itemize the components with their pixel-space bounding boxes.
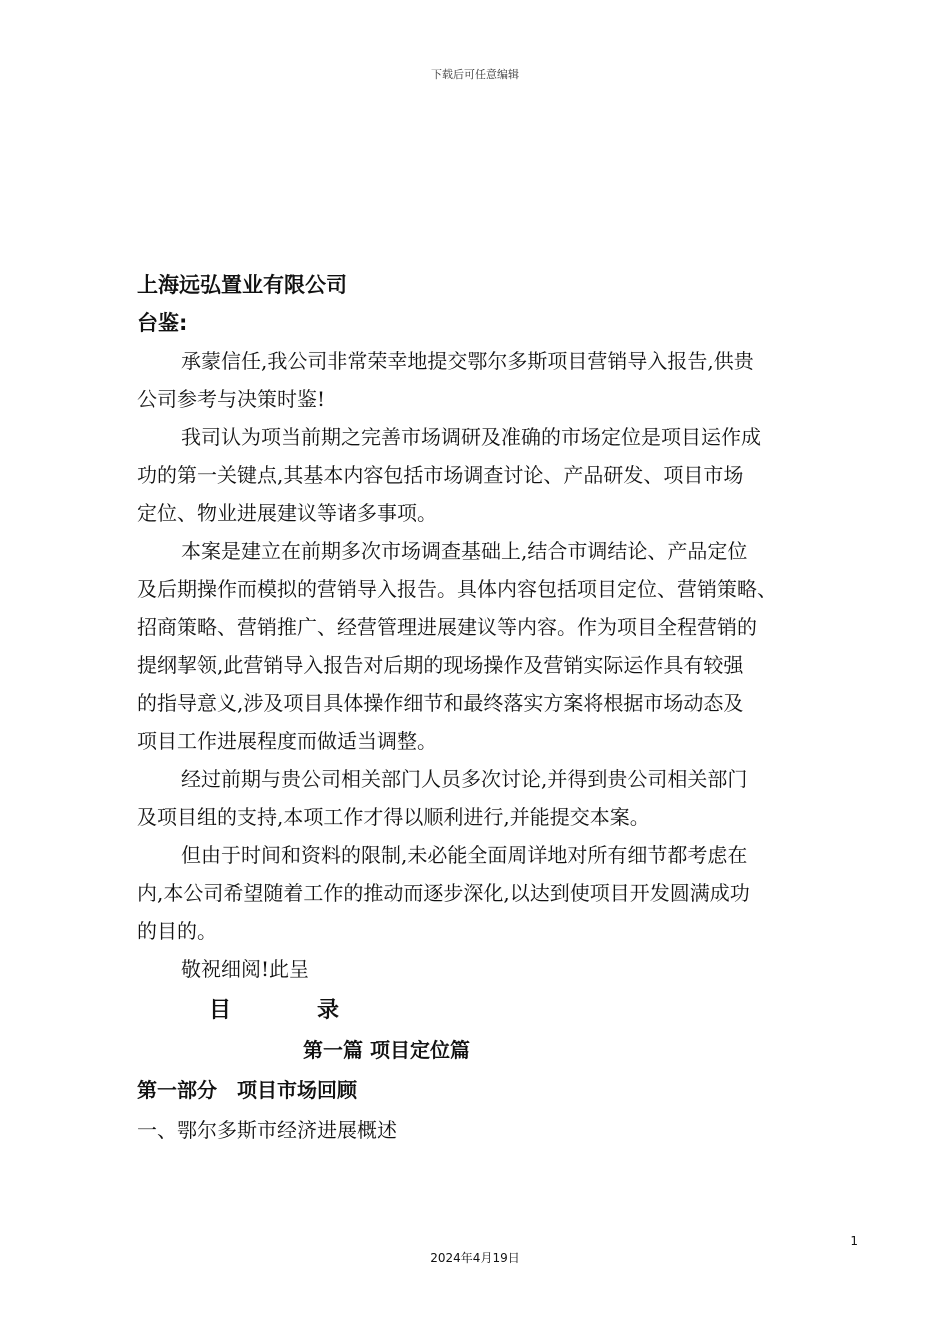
closing-line <box>137 950 867 988</box>
text-line: 的目的。 <box>137 919 217 943</box>
toc-title-left: 目 <box>209 998 232 1023</box>
text-line: 公司参考与决策时鉴! <box>137 387 326 411</box>
text-line: 内,本公司希望随着工作的推动而逐步深化,以达到使项目开发圆满成功 <box>137 881 750 905</box>
toc-title-right: 录 <box>317 998 340 1023</box>
paragraph-5 <box>137 836 867 950</box>
text-line: 本案是建立在前期多次市场调查基础上,结合市调结论、产品定位 <box>181 539 748 563</box>
text-line: 敬祝细阅!此呈 <box>181 957 310 981</box>
text-line: 项目工作进展程度而做适当调整。 <box>137 729 437 753</box>
paragraph-3 <box>137 532 867 760</box>
toc-part-title: 第一篇 项目定位篇 <box>303 1038 470 1062</box>
page-header: 下载后可任意编辑 <box>431 68 519 81</box>
text-line: 及后期操作而模拟的营销导入报告。具体内容包括项目定位、营销策略、 <box>137 577 777 601</box>
text-line: 我司认为项当前期之完善市场调研及准确的市场定位是项目运作成 <box>181 425 761 449</box>
toc-section-title: 第一部分 项目市场回顾 <box>137 1078 357 1102</box>
text-line: 提纲挈领,此营销导入报告对后期的现场操作及营销实际运作具有较强 <box>137 653 744 677</box>
text-line: 及项目组的支持,本项工作才得以顺利进行,并能提交本案。 <box>137 805 650 829</box>
toc-title <box>137 992 867 1030</box>
text-line: 招商策略、营销推广、经营管理进展建议等内容。作为项目全程营销的 <box>137 615 757 639</box>
paragraph-1 <box>137 342 867 418</box>
recipient-company: 上海远弘置业有限公司 <box>137 273 347 297</box>
page-footer-date: 2024年4月19日 <box>430 1251 520 1265</box>
toc-item: 一、鄂尔多斯市经济进展概述 <box>137 1118 397 1142</box>
text-line: 经过前期与贵公司相关部门人员多次讨论,并得到贵公司相关部门 <box>181 767 748 791</box>
salutation: 台鉴: <box>137 311 188 335</box>
text-line: 承蒙信任,我公司非常荣幸地提交鄂尔多斯项目营销导入报告,供贵 <box>181 349 754 373</box>
paragraph-4 <box>137 760 867 836</box>
document-body <box>137 266 867 1150</box>
paragraph-2 <box>137 418 867 532</box>
text-line: 的指导意义,涉及项目具体操作细节和最终落实方案将根据市场动态及 <box>137 691 744 715</box>
text-line: 定位、物业进展建议等诸多事项。 <box>137 501 437 525</box>
page-number: 1 <box>850 1234 858 1248</box>
text-line: 功的第一关键点,其基本内容包括市场调查讨论、产品研发、项目市场 <box>137 463 744 487</box>
text-line: 但由于时间和资料的限制,未必能全面周详地对所有细节都考虑在 <box>181 843 748 867</box>
